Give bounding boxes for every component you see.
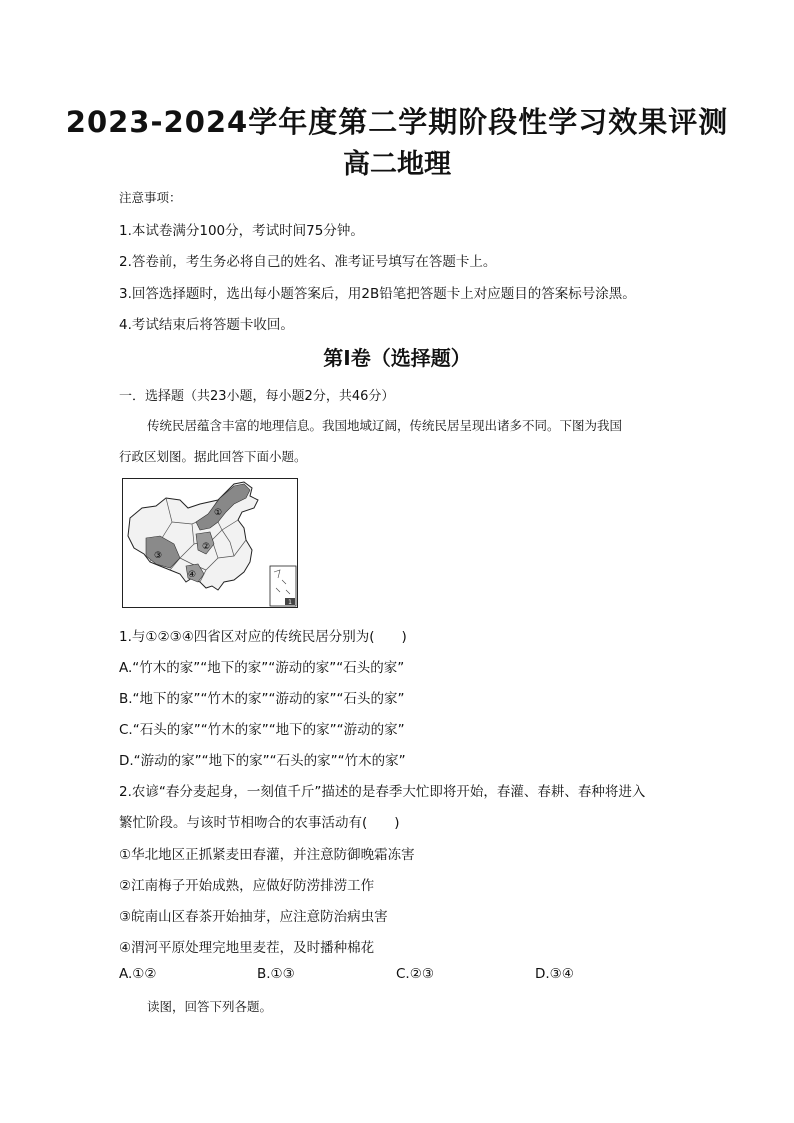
- question-2-option-c: C.②③: [396, 966, 434, 982]
- question-2-stem: 繁忙阶段。与该时节相吻合的农事活动有( ): [119, 815, 400, 831]
- passage-line: 读图，回答下列各题。: [147, 999, 273, 1014]
- marker-1: ①: [213, 508, 223, 518]
- question-2-item: ①华北地区正抓紧麦田春灌，并注意防御晚霜冻害: [119, 847, 415, 863]
- question-1-option-d: D.“游动的家”“地下的家”“石头的家”“竹木的家”: [119, 753, 406, 769]
- question-1-stem: 1.与①②③④四省区对应的传统民居分别为( ): [119, 629, 407, 645]
- question-1-option-b: B.“地下的家”“竹木的家”“游动的家”“石头的家”: [119, 691, 405, 707]
- exam-subject: 高二地理: [343, 149, 451, 180]
- question-2-item: ②江南梅子开始成熟，应做好防涝排涝工作: [119, 878, 375, 894]
- note-item: 3.回答选择题时，选出每小题答案后，用2B铅笔把答题卡上对应题目的答案标号涂黑。: [119, 286, 636, 302]
- inset-label: 1: [288, 599, 292, 606]
- note-item: 1.本试卷满分100分，考试时间75分钟。: [119, 223, 364, 239]
- note-item: 4.考试结束后将答题卡收回。: [119, 317, 294, 333]
- marker-3: ③: [153, 551, 163, 561]
- question-2-stem: 2.农谚“春分麦起身，一刻值千斤”描述的是春季大忙即将开始，春灌、春耕、春种将进入: [119, 784, 646, 800]
- note-item: 2.答卷前，考生务必将自己的姓名、准考证号填写在答题卡上。: [119, 254, 497, 270]
- question-2-option-d: D.③④: [535, 966, 574, 982]
- china-map-figure: [122, 478, 298, 608]
- notes-heading: 注意事项：: [119, 190, 182, 205]
- question-2-item: ④渭河平原处理完地里麦茬，及时播种棉花: [119, 940, 375, 956]
- part-heading: 一．选择题（共23小题，每小题2分，共46分）: [119, 389, 395, 404]
- marker-4: ④: [187, 570, 197, 580]
- exam-title: 2023-2024学年度第二学期阶段性学习效果评测: [65, 105, 729, 139]
- question-2-option-b: B.①③: [257, 966, 295, 982]
- passage-line: 传统民居蕴含丰富的地理信息。我国地域辽阔，传统民居呈现出诸多不同。下图为我国: [147, 418, 623, 433]
- passage-line: 行政区划图。据此回答下面小题。: [119, 449, 307, 464]
- marker-2: ②: [201, 542, 211, 552]
- section-title: 第Ⅰ卷（选择题）: [323, 346, 471, 370]
- question-1-option-a: A.“竹木的家”“地下的家”“游动的家”“石头的家”: [119, 660, 405, 676]
- question-2-option-a: A.①②: [119, 966, 157, 982]
- question-2-item: ③皖南山区春茶开始抽芽，应注意防治病虫害: [119, 909, 388, 925]
- question-1-option-c: C.“石头的家”“竹木的家”“地下的家”“游动的家”: [119, 722, 405, 738]
